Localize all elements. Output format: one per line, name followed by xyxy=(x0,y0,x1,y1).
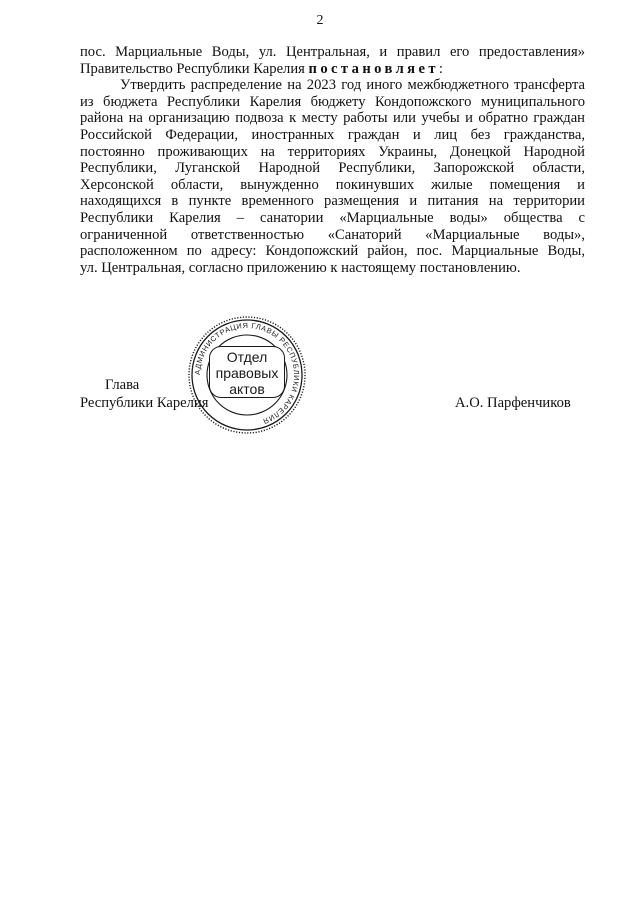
paragraph-2-line: Республики Карелия – санатории «Марциальные воды» общества с xyxy=(80,209,585,226)
paragraph-1-line-1: пос. Марциальные Воды, ул. Центральная, и правил его предоставления» xyxy=(80,44,585,60)
paragraph-2-line: Утвердить распределение на 2023 год иного межбюджетного трансферта xyxy=(120,77,585,94)
stamp-ring-text: АДМИНИСТРАЦИЯ ГЛАВЫ РЕСПУБЛИКИ КАРЕЛИЯ xyxy=(192,320,302,427)
page-number: 2 xyxy=(316,13,324,28)
signature-title: Глава xyxy=(105,377,140,393)
paragraph-1-line-2-prefix: Правительство Республики Карелия xyxy=(80,60,309,77)
signatory-name: А.О. Парфенчиков xyxy=(455,395,571,411)
stamp-center-line: правовых xyxy=(215,365,279,381)
signature-organization: Республики Карелия xyxy=(80,395,209,411)
paragraph-2-line: находящихся в пункте временного размещения и питания на территории xyxy=(80,193,585,210)
document-body xyxy=(80,44,585,276)
resolution-keyword: постановляет xyxy=(308,60,439,77)
paragraph-1-line-2-suffix: : xyxy=(438,60,443,77)
paragraph-2-line: Российской Федерации, иностранных граждан и лиц без гражданства, xyxy=(80,126,585,143)
paragraph-2-line: из бюджета Республики Карелия бюджету Кондопожского муниципального xyxy=(80,93,585,110)
paragraph-2-line: Херсонской области, вынужденно покинувших жилые помещения и xyxy=(80,176,585,193)
stamp-center-line: актов xyxy=(229,381,265,397)
paragraph-2-line: ограниченной ответственностью «Санаторий «Марциальные воды», xyxy=(80,226,585,243)
paragraph-2-line: постоянно проживающих на территориях Украины, Донецкой Народной xyxy=(80,143,585,160)
paragraph-2-line: расположенном по адресу: Кондопожский район, пос. Марциальные Воды, xyxy=(80,243,585,260)
stamp-center-label xyxy=(209,346,285,398)
stamp-center-line: Отдел xyxy=(226,349,268,365)
paragraph-2-line: района на организацию подвоза к месту работы или учебы и обратно граждан xyxy=(80,110,585,127)
paragraph-2-line: ул. Центральная, согласно приложению к настоящему постановлению. xyxy=(80,259,521,276)
paragraph-2-line: Республики, Луганской Народной Республики, Запорожской области, xyxy=(80,160,585,177)
paragraph-1-line-2 xyxy=(80,61,585,78)
